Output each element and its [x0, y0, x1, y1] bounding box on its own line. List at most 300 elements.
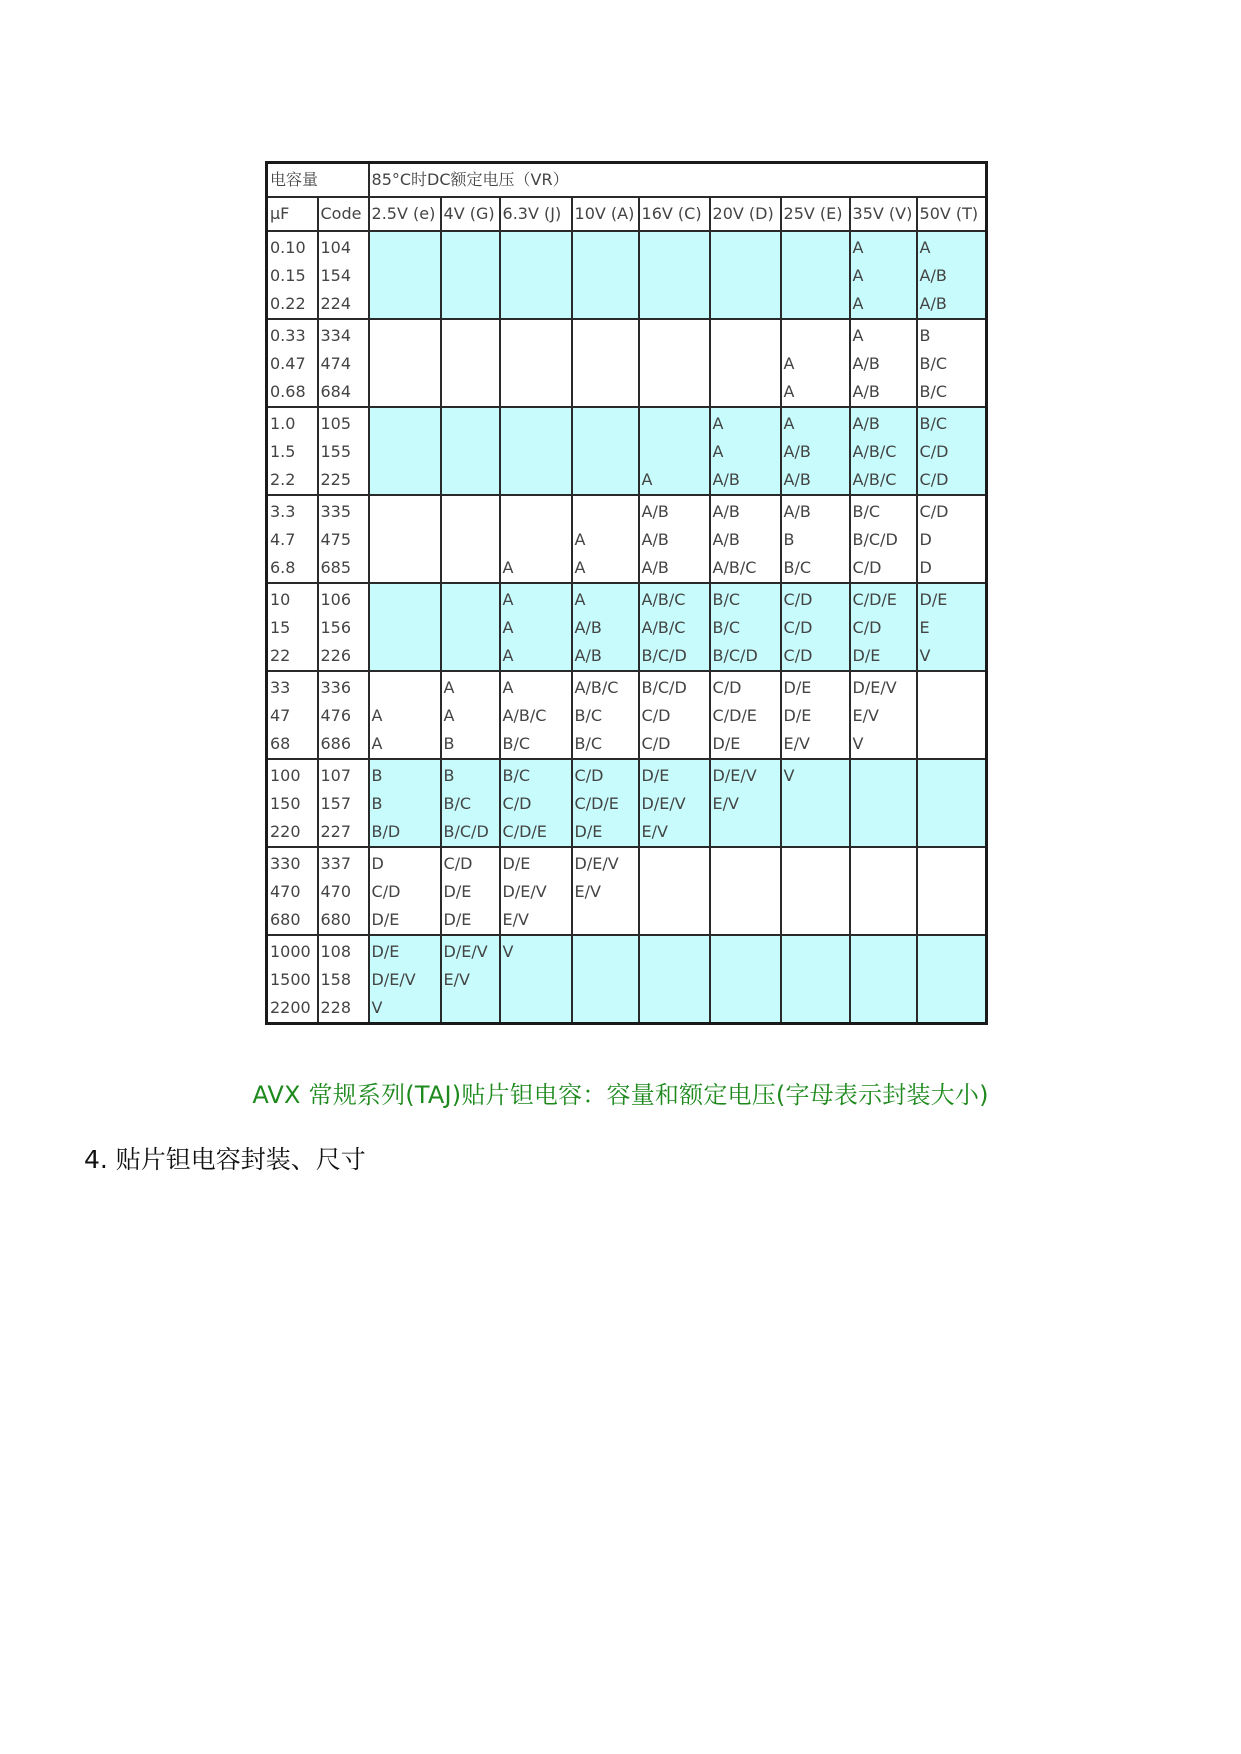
code-cell	[318, 231, 369, 319]
cell-line	[372, 234, 438, 262]
cell-line	[575, 322, 636, 350]
case-size-cell	[572, 935, 639, 1024]
cell-line	[575, 234, 636, 262]
cell-line: 107	[320, 766, 352, 785]
case-size-cell	[369, 495, 441, 583]
cell-line: A/B/C	[641, 618, 686, 637]
cell-line: A/B	[919, 294, 947, 313]
cell-line: D	[371, 854, 384, 873]
cell-line	[853, 790, 914, 818]
cell-line	[444, 322, 497, 350]
cell-line: 2200	[270, 998, 311, 1017]
cell-line	[920, 730, 984, 758]
cell-line	[372, 466, 438, 494]
cell-line	[784, 938, 847, 966]
cell-line: C/D/E	[712, 706, 757, 725]
cell-line: 224	[320, 294, 352, 313]
case-size-cell	[781, 847, 850, 935]
cell-line: V	[502, 942, 514, 961]
cell-line	[503, 234, 569, 262]
case-size-cell	[850, 231, 917, 319]
case-size-cell	[369, 231, 441, 319]
cell-line	[920, 790, 984, 818]
cell-line: A/B	[919, 266, 947, 285]
cell-line: D/E	[783, 706, 812, 725]
cell-line: 4.7	[270, 530, 296, 549]
cell-line: 3.3	[270, 502, 296, 521]
cell-line: C/D/E	[574, 794, 619, 813]
case-size-cell	[781, 671, 850, 759]
case-size-cell	[500, 495, 572, 583]
case-size-cell	[781, 495, 850, 583]
cell-line: D/E	[371, 942, 400, 961]
cell-line: A	[574, 558, 586, 577]
cell-line: C/D/E	[502, 822, 547, 841]
cell-line	[784, 262, 847, 290]
case-size-cell	[441, 935, 500, 1024]
cell-line: C/D	[574, 766, 604, 785]
cell-line: A	[712, 442, 724, 461]
cell-line	[372, 410, 438, 438]
cell-line	[372, 554, 438, 582]
cell-line	[713, 234, 778, 262]
cell-line	[372, 642, 438, 670]
cell-line	[853, 966, 914, 994]
cell-line: A/B/C	[852, 470, 897, 489]
cell-line	[575, 906, 636, 934]
cell-line: 68	[270, 734, 291, 753]
case-size-cell	[441, 231, 500, 319]
cell-line: D/E	[371, 910, 400, 929]
cell-line	[920, 674, 984, 702]
cell-line: B/C	[443, 794, 472, 813]
cell-line	[503, 290, 569, 318]
case-size-cell	[500, 847, 572, 935]
cell-line: D/E/V	[502, 882, 547, 901]
case-size-cell	[917, 407, 987, 495]
cell-line: A	[783, 354, 795, 373]
case-size-cell	[369, 847, 441, 935]
cell-line: C/D	[502, 794, 532, 813]
cell-line	[372, 290, 438, 318]
cell-line	[853, 850, 914, 878]
cell-line: C/D	[641, 734, 671, 753]
case-size-cell	[850, 407, 917, 495]
cell-line: 680	[320, 910, 352, 929]
code-cell	[318, 407, 369, 495]
cell-line	[853, 762, 914, 790]
capacitance-cell	[267, 671, 318, 759]
cell-line: 475	[320, 530, 352, 549]
case-size-cell	[572, 847, 639, 935]
cell-line: 0.68	[270, 382, 306, 401]
cell-line: 337	[320, 854, 352, 873]
case-size-cell	[369, 935, 441, 1024]
case-size-cell	[917, 583, 987, 671]
case-size-cell	[639, 583, 710, 671]
case-size-cell	[710, 935, 781, 1024]
cell-line	[642, 878, 707, 906]
case-size-cell	[781, 935, 850, 1024]
cell-line: A/B/C	[502, 706, 547, 725]
case-size-cell	[500, 231, 572, 319]
column-header: 2.5V (e)	[369, 197, 441, 231]
cell-line	[444, 554, 497, 582]
case-size-cell	[441, 407, 500, 495]
cell-line: D/E	[712, 734, 741, 753]
case-size-cell	[500, 671, 572, 759]
case-size-cell	[639, 231, 710, 319]
cell-line: B	[443, 734, 455, 753]
cell-line	[642, 350, 707, 378]
cell-line	[503, 994, 569, 1022]
cell-line	[642, 994, 707, 1022]
cell-line: D/E	[574, 822, 603, 841]
cell-line: A/B	[783, 502, 811, 521]
cell-line: A	[641, 470, 653, 489]
code-cell	[318, 583, 369, 671]
cell-line: A/B	[783, 470, 811, 489]
column-header: 20V (D)	[710, 197, 781, 231]
case-size-cell	[781, 231, 850, 319]
cell-line: 1.0	[270, 414, 296, 433]
case-size-cell	[850, 759, 917, 847]
cell-line	[713, 290, 778, 318]
case-size-cell	[500, 583, 572, 671]
cell-line: E/V	[852, 706, 879, 725]
cell-line	[575, 466, 636, 494]
cell-line	[503, 498, 569, 526]
cell-line: 6.8	[270, 558, 296, 577]
case-size-cell	[639, 847, 710, 935]
cell-line: B/C	[712, 590, 741, 609]
cell-line: 0.10	[270, 238, 306, 257]
cell-line	[920, 878, 984, 906]
cell-line	[575, 262, 636, 290]
cell-line	[444, 438, 497, 466]
cell-line: 0.15	[270, 266, 306, 285]
cell-line	[444, 290, 497, 318]
case-size-cell	[572, 319, 639, 407]
cell-line: B/C	[574, 706, 603, 725]
cell-line	[444, 378, 497, 406]
case-size-cell	[639, 759, 710, 847]
cell-line: B/C/D	[443, 822, 489, 841]
cell-line	[784, 878, 847, 906]
cell-line: 1.5	[270, 442, 296, 461]
cell-line	[713, 850, 778, 878]
cell-line: D/E/V	[574, 854, 619, 873]
table-title-row	[267, 163, 987, 198]
cell-line	[444, 466, 497, 494]
cell-line	[784, 906, 847, 934]
cell-line	[853, 818, 914, 846]
cell-line: A/B/C	[712, 558, 757, 577]
cell-line: A	[712, 414, 724, 433]
cell-line	[920, 850, 984, 878]
column-header-row	[267, 197, 987, 231]
cell-line	[372, 674, 438, 702]
cell-line	[713, 878, 778, 906]
cell-line	[784, 290, 847, 318]
cell-line	[372, 378, 438, 406]
cell-line: A	[574, 590, 586, 609]
cell-line: 330	[270, 854, 301, 873]
cell-line: 225	[320, 470, 352, 489]
case-size-cell	[572, 759, 639, 847]
case-size-cell	[441, 847, 500, 935]
case-size-cell	[710, 759, 781, 847]
cell-line	[503, 438, 569, 466]
cell-line	[784, 966, 847, 994]
case-size-cell	[710, 847, 781, 935]
code-cell	[318, 319, 369, 407]
cell-line: B	[919, 326, 931, 345]
cell-line: C/D	[783, 618, 813, 637]
case-size-cell	[710, 671, 781, 759]
column-header: 10V (A)	[572, 197, 639, 231]
cell-line	[713, 906, 778, 934]
column-header: 6.3V (J)	[500, 197, 572, 231]
cell-line: C/D/E	[852, 590, 897, 609]
cell-line	[642, 938, 707, 966]
cell-line	[713, 938, 778, 966]
cell-line: B/C/D	[852, 530, 898, 549]
table-row	[267, 759, 987, 847]
column-header: 25V (E)	[781, 197, 850, 231]
cell-line: A/B	[852, 354, 880, 373]
case-size-cell	[781, 407, 850, 495]
cell-line: 470	[270, 882, 301, 901]
cell-line: A	[919, 238, 931, 257]
capacitance-voltage-table	[265, 161, 988, 1025]
cell-line: B/C	[502, 766, 531, 785]
cell-line: 680	[270, 910, 301, 929]
cell-line: 684	[320, 382, 352, 401]
cell-line	[372, 498, 438, 526]
cell-line: 220	[270, 822, 301, 841]
cell-line	[784, 994, 847, 1022]
cell-line	[575, 994, 636, 1022]
cell-line	[444, 262, 497, 290]
table-row	[267, 319, 987, 407]
cell-line: A	[371, 734, 383, 753]
cell-line: A/B	[783, 442, 811, 461]
case-size-cell	[500, 935, 572, 1024]
cell-line: 22	[270, 646, 291, 665]
cell-line: A	[852, 326, 864, 345]
cell-line	[920, 818, 984, 846]
cell-line	[642, 850, 707, 878]
cell-line: A	[852, 266, 864, 285]
cell-line	[444, 234, 497, 262]
cell-line: B	[371, 794, 383, 813]
case-size-cell	[369, 671, 441, 759]
cell-line: A/B	[641, 558, 669, 577]
cell-line: 158	[320, 970, 352, 989]
cell-line	[784, 790, 847, 818]
cell-line: 470	[320, 882, 352, 901]
cell-line	[853, 994, 914, 1022]
cell-line: E/V	[783, 734, 810, 753]
cell-line: C/D	[783, 646, 813, 665]
cell-line	[444, 350, 497, 378]
cell-line	[642, 966, 707, 994]
case-size-cell	[781, 759, 850, 847]
cell-line: 226	[320, 646, 352, 665]
cell-line: 100	[270, 766, 301, 785]
cell-line	[575, 350, 636, 378]
column-header: Code	[318, 197, 369, 231]
cell-line: A/B/C	[641, 590, 686, 609]
cell-line	[444, 410, 497, 438]
cell-line	[503, 350, 569, 378]
cell-line	[713, 994, 778, 1022]
case-size-cell	[441, 759, 500, 847]
case-size-cell	[710, 495, 781, 583]
cell-line: B/C	[919, 354, 948, 373]
cell-line: A/B/C	[852, 442, 897, 461]
cell-line: B	[371, 766, 383, 785]
case-size-cell	[639, 407, 710, 495]
case-size-cell	[572, 231, 639, 319]
cell-line: D/E	[783, 678, 812, 697]
cell-line: C/D	[919, 442, 949, 461]
cell-line: 106	[320, 590, 352, 609]
case-size-cell	[639, 319, 710, 407]
cell-line	[920, 938, 984, 966]
case-size-cell	[441, 319, 500, 407]
cell-line: 335	[320, 502, 352, 521]
cell-line: B/C	[783, 558, 812, 577]
cell-line	[642, 378, 707, 406]
cell-line: E/V	[641, 822, 668, 841]
cell-line: A/B	[712, 470, 740, 489]
case-size-cell	[441, 583, 500, 671]
cell-line	[784, 850, 847, 878]
cell-line: 1000	[270, 942, 311, 961]
column-header: 35V (V)	[850, 197, 917, 231]
cell-line: D/E/V	[371, 970, 416, 989]
cell-line: B/C	[574, 734, 603, 753]
capacitance-cell	[267, 319, 318, 407]
cell-line: A	[502, 618, 514, 637]
case-size-cell	[572, 407, 639, 495]
cell-line: A	[502, 590, 514, 609]
case-size-cell	[917, 319, 987, 407]
cell-line	[503, 410, 569, 438]
cell-line: 686	[320, 734, 352, 753]
cell-line	[444, 642, 497, 670]
cell-line: B	[443, 766, 455, 785]
cell-line: 156	[320, 618, 352, 637]
cell-line	[784, 818, 847, 846]
case-size-cell	[441, 671, 500, 759]
cell-line	[575, 290, 636, 318]
cell-line: 685	[320, 558, 352, 577]
cell-line	[372, 438, 438, 466]
cell-line: 228	[320, 998, 352, 1017]
cell-line: B/C	[852, 502, 881, 521]
code-cell	[318, 759, 369, 847]
cell-line: D/E/V	[712, 766, 757, 785]
cell-line: 15	[270, 618, 291, 637]
cell-line: 150	[270, 794, 301, 813]
cell-line	[920, 906, 984, 934]
cell-line: A/B	[574, 618, 602, 637]
case-size-cell	[572, 583, 639, 671]
cell-line	[503, 262, 569, 290]
case-size-cell	[572, 671, 639, 759]
cell-line: A/B	[641, 502, 669, 521]
cell-line: A	[443, 678, 455, 697]
cell-line	[853, 938, 914, 966]
cell-line: C/D	[852, 618, 882, 637]
cell-line: 104	[320, 238, 352, 257]
cell-line: 108	[320, 942, 352, 961]
code-cell	[318, 935, 369, 1024]
cell-line: V	[371, 998, 383, 1017]
cell-line	[372, 614, 438, 642]
cell-line	[784, 322, 847, 350]
case-size-cell	[917, 847, 987, 935]
case-size-cell	[441, 495, 500, 583]
capacitance-cell	[267, 495, 318, 583]
table-row	[267, 671, 987, 759]
table-row	[267, 407, 987, 495]
case-size-cell	[500, 319, 572, 407]
cell-line: A	[502, 678, 514, 697]
cell-line	[642, 262, 707, 290]
cell-line: B/C/D	[712, 646, 758, 665]
cell-line: 10	[270, 590, 291, 609]
case-size-cell	[850, 847, 917, 935]
case-size-cell	[850, 495, 917, 583]
section-heading: 4. 贴片钽电容封装、尺寸	[84, 1145, 366, 1174]
cell-line: 2.2	[270, 470, 296, 489]
case-size-cell	[710, 319, 781, 407]
cell-line: V	[852, 734, 864, 753]
cell-line: B/C	[919, 414, 948, 433]
case-size-cell	[917, 935, 987, 1024]
code-cell	[318, 671, 369, 759]
cell-line: C/D	[443, 854, 473, 873]
case-size-cell	[369, 407, 441, 495]
cell-line: 336	[320, 678, 352, 697]
case-size-cell	[917, 671, 987, 759]
cell-line	[444, 994, 497, 1022]
cell-line: A	[852, 238, 864, 257]
table-row	[267, 935, 987, 1024]
cell-line: E/V	[712, 794, 739, 813]
cell-line: 334	[320, 326, 352, 345]
cell-line: A	[783, 414, 795, 433]
case-size-cell	[572, 495, 639, 583]
cell-line	[642, 234, 707, 262]
cell-line	[920, 702, 984, 730]
cell-line	[642, 906, 707, 934]
cell-line: C/D	[712, 678, 742, 697]
cell-line: B/C	[502, 734, 531, 753]
cell-line: A/B/C	[574, 678, 619, 697]
cell-line	[713, 262, 778, 290]
column-header: μF	[267, 197, 318, 231]
case-size-cell	[710, 231, 781, 319]
cell-line: A/B	[852, 382, 880, 401]
case-size-cell	[710, 583, 781, 671]
capacitance-title: 电容量	[267, 163, 369, 198]
cell-line	[503, 466, 569, 494]
